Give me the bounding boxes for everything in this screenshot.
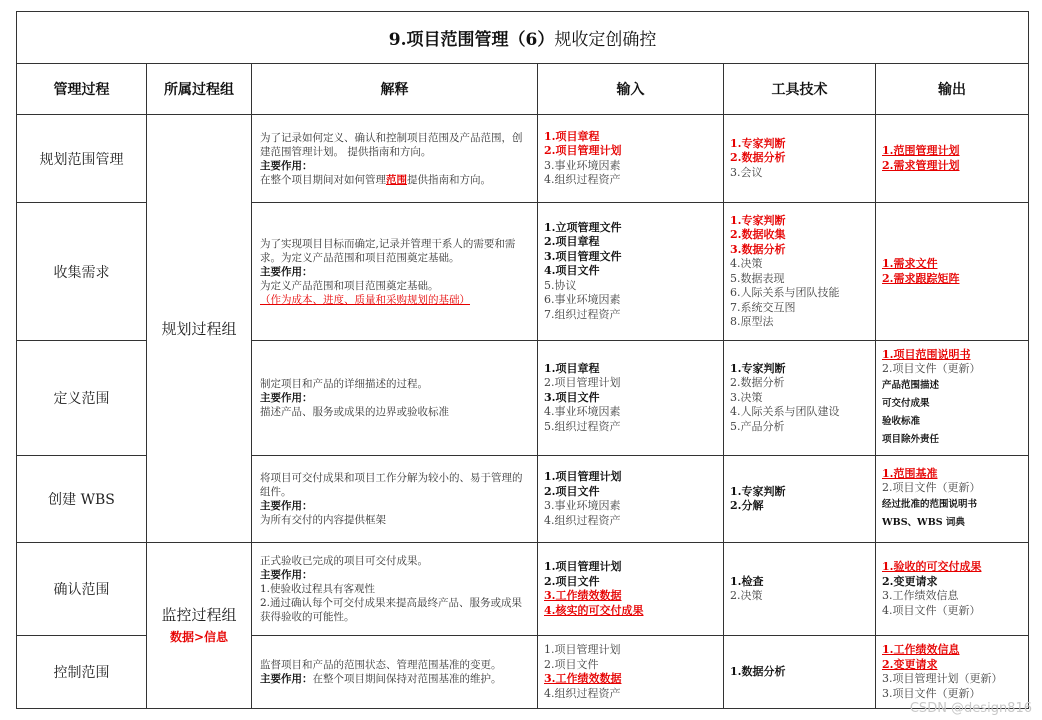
list-item: 产品范围描述 bbox=[882, 379, 940, 391]
list-item: 4.组织过程资产 bbox=[544, 686, 621, 700]
outputs-cell bbox=[876, 115, 1029, 203]
list-item: 3.数据分析 bbox=[730, 242, 786, 256]
list-item: 1.项目管理计划 bbox=[544, 560, 622, 573]
inputs-cell bbox=[538, 115, 724, 203]
list-item: 1.立项管理文件 bbox=[544, 220, 622, 234]
outputs-cell bbox=[876, 341, 1029, 456]
inputs-cell bbox=[538, 543, 724, 636]
list-item: 4.人际关系与团队建设 bbox=[730, 405, 840, 419]
header-tools: 工具技术 bbox=[724, 64, 876, 115]
table-row bbox=[17, 115, 1029, 203]
list-item: 2.项目文件（更新） bbox=[882, 362, 981, 375]
list-item: 2.需求管理计划 bbox=[882, 158, 960, 172]
role-text: 在整个项目期间保持对范围基准的维护。 bbox=[312, 673, 502, 685]
list-item: 1.范围管理计划 bbox=[882, 144, 960, 157]
list-item: 5.组织过程资产 bbox=[544, 419, 621, 433]
list-item: 5.数据表现 bbox=[730, 271, 785, 285]
process-name: 确认范围 bbox=[17, 543, 147, 636]
header-group: 所属过程组 bbox=[147, 64, 252, 115]
list-item: 3.项目文件 bbox=[544, 390, 600, 404]
list-item: WBS、WBS 词典 bbox=[882, 516, 965, 528]
list-item: 1.项目范围说明书 bbox=[882, 347, 971, 361]
table-row bbox=[17, 543, 1029, 636]
header-row bbox=[17, 64, 1029, 115]
list-item: 1.数据分析 bbox=[730, 664, 786, 678]
inputs-cell bbox=[538, 456, 724, 543]
list-item: 1.需求文件 bbox=[882, 257, 938, 270]
role-text: 在整个项目期间对如何管理范围提供指南和方向。 bbox=[260, 173, 491, 186]
process-name: 创建 WBS bbox=[17, 456, 147, 543]
inputs-cell bbox=[538, 203, 724, 341]
list-item: 1.专家判断 bbox=[730, 484, 786, 498]
list-item: 3.项目管理计划（更新） bbox=[882, 672, 1003, 685]
title-normal: 规收定创确控 bbox=[554, 30, 657, 50]
list-item: 1.专家判断 bbox=[730, 361, 786, 375]
list-item: 8.原型法 bbox=[730, 315, 774, 328]
list-item: 1.项目章程 bbox=[544, 361, 600, 375]
watermark: CSDN @design816 bbox=[909, 701, 1032, 716]
role-label: 主要作用： bbox=[260, 569, 313, 581]
group-monitoring-label: 监控过程组 bbox=[161, 605, 237, 624]
process-name: 控制范围 bbox=[17, 636, 147, 709]
list-item: 2.分解 bbox=[730, 499, 764, 512]
list-item: 1.项目章程 bbox=[544, 129, 600, 143]
explanation-lead: 将项目可交付成果和项目工作分解为较小的、易于管理的组件。 bbox=[260, 472, 523, 498]
outputs-cell bbox=[876, 636, 1029, 709]
list-item: 1.专家判断 bbox=[730, 136, 786, 150]
list-item: 1.专家判断 bbox=[730, 213, 786, 227]
header-outputs: 输出 bbox=[876, 64, 1029, 115]
role-highlight: 范围 bbox=[386, 173, 407, 186]
list-item: 2.项目文件 bbox=[544, 574, 600, 588]
outputs-cell bbox=[876, 203, 1029, 341]
tools-cell bbox=[724, 543, 876, 636]
list-item: 3.事业环境因素 bbox=[544, 499, 621, 512]
tools-cell bbox=[724, 203, 876, 341]
list-item: 4.组织过程资产 bbox=[544, 513, 621, 527]
role-note: （作为成本、进度、质量和采购规划的基础） bbox=[260, 293, 470, 306]
group-planning: 规划过程组 bbox=[147, 115, 252, 543]
list-item: 3.会议 bbox=[730, 165, 763, 179]
group-monitoring bbox=[147, 543, 252, 709]
explanation-cell bbox=[252, 543, 538, 636]
role-label: 主要作用： bbox=[260, 392, 313, 404]
tools-cell bbox=[724, 115, 876, 203]
list-item: 4.组织过程资产 bbox=[544, 173, 621, 186]
list-item: 3.项目文件（更新） bbox=[882, 686, 981, 700]
explanation-cell bbox=[252, 341, 538, 456]
list-item: 4.项目文件 bbox=[544, 264, 600, 278]
inputs-cell bbox=[538, 636, 724, 709]
list-item: 1.项目管理计划 bbox=[544, 643, 621, 656]
list-item: 2.需求跟踪矩阵 bbox=[882, 271, 960, 285]
role-label: 主要作用： bbox=[260, 500, 313, 512]
header-process: 管理过程 bbox=[17, 64, 147, 115]
list-item: 可交付成果 bbox=[882, 397, 930, 409]
process-name: 定义范围 bbox=[17, 341, 147, 456]
role-text: 为所有交付的内容提供框架 bbox=[260, 514, 386, 526]
list-item: 7.组织过程资产 bbox=[544, 307, 621, 321]
process-name: 规划范围管理 bbox=[17, 115, 147, 203]
explanation-cell bbox=[252, 636, 538, 709]
tools-cell bbox=[724, 341, 876, 456]
role-point: 2.通过确认每个可交付成果来提高最终产品、服务或成果获得验收的可能性。 bbox=[260, 597, 523, 623]
list-item: 2.变更请求 bbox=[882, 574, 938, 588]
table-title bbox=[17, 12, 1029, 64]
list-item: 2.项目管理计划 bbox=[544, 376, 621, 390]
list-item: 3.项目管理文件 bbox=[544, 249, 622, 263]
list-item: 1.范围基准 bbox=[882, 466, 938, 480]
list-item: 1.工作绩效信息 bbox=[882, 643, 960, 656]
process-name: 收集需求 bbox=[17, 203, 147, 341]
list-item: 1.检查 bbox=[730, 574, 764, 588]
list-item: 3.决策 bbox=[730, 390, 763, 404]
list-item: 验收标准 bbox=[882, 415, 921, 427]
inputs-cell bbox=[538, 341, 724, 456]
list-item: 经过批准的范围说明书 bbox=[882, 498, 978, 510]
list-item: 2.项目文件（更新） bbox=[882, 481, 981, 494]
list-item: 4.核实的可交付成果 bbox=[544, 603, 644, 617]
role-point: 1.使验收过程具有客观性 bbox=[260, 583, 376, 595]
list-item: 2.变更请求 bbox=[882, 657, 938, 671]
explanation-lead: 为了记录如何定义、确认和控制项目范围及产品范围，创建范围管理计划。 提供指南和方向。 bbox=[260, 131, 523, 158]
list-item: 3.工作绩效数据 bbox=[544, 589, 622, 602]
role-line bbox=[260, 672, 529, 686]
explanation-lead: 监督项目和产品的范围状态、管理范围基准的变更。 bbox=[260, 659, 502, 671]
list-item: 4.项目文件（更新） bbox=[882, 603, 981, 617]
explanation-lead: 制定项目和产品的详细描述的过程。 bbox=[260, 378, 428, 390]
list-item: 4.决策 bbox=[730, 257, 763, 270]
role-text: 为定义产品范围和项目范围奠定基础。 bbox=[260, 279, 439, 292]
header-inputs: 输入 bbox=[538, 64, 724, 115]
list-item: 2.数据分析 bbox=[730, 376, 785, 390]
scope-management-table bbox=[16, 11, 1029, 709]
list-item: 2.决策 bbox=[730, 589, 763, 602]
outputs-cell bbox=[876, 456, 1029, 543]
group-monitoring-note: 数据>信息 bbox=[169, 629, 229, 644]
tools-cell bbox=[724, 456, 876, 543]
list-item: 2.项目管理计划 bbox=[544, 144, 622, 157]
tools-cell bbox=[724, 636, 876, 709]
list-item: 2.项目文件 bbox=[544, 484, 600, 498]
explanation-lead: 正式验收已完成的项目可交付成果。 bbox=[260, 555, 428, 567]
role-label: 主要作用： bbox=[260, 673, 313, 685]
list-item: 3.事业环境因素 bbox=[544, 158, 621, 172]
outputs-cell bbox=[876, 543, 1029, 636]
list-item: 5.产品分析 bbox=[730, 419, 785, 433]
role-label: 主要作用： bbox=[260, 265, 313, 278]
explanation-cell bbox=[252, 456, 538, 543]
list-item: 2.数据分析 bbox=[730, 151, 786, 165]
role-label: 主要作用： bbox=[260, 159, 313, 172]
list-item: 2.项目文件 bbox=[544, 657, 599, 671]
explanation-cell bbox=[252, 203, 538, 341]
list-item: 4.事业环境因素 bbox=[544, 405, 621, 419]
title-bold: 9.项目范围管理（6） bbox=[388, 30, 555, 50]
list-item: 1.项目管理计划 bbox=[544, 470, 622, 483]
list-item: 1.验收的可交付成果 bbox=[882, 560, 982, 573]
explanation-lead: 为了实现项目目标而确定,记录并管理干系人的需要和需求。为定义产品范围和项目范围奠定基础。 bbox=[260, 237, 516, 264]
header-explanation: 解释 bbox=[252, 64, 538, 115]
role-text: 描述产品、服务或成果的边界或验收标准 bbox=[260, 406, 449, 418]
list-item: 3.工作绩效数据 bbox=[544, 672, 622, 685]
list-item: 6.事业环境因素 bbox=[544, 293, 621, 307]
list-item: 2.项目章程 bbox=[544, 235, 600, 249]
explanation-cell bbox=[252, 115, 538, 203]
list-item: 项目除外责任 bbox=[882, 433, 940, 445]
list-item: 5.协议 bbox=[544, 278, 577, 292]
list-item: 3.工作绩效信息 bbox=[882, 589, 959, 602]
list-item: 6.人际关系与团队技能 bbox=[730, 286, 840, 299]
list-item: 7.系统交互图 bbox=[730, 300, 796, 314]
list-item: 2.数据收集 bbox=[730, 228, 786, 241]
